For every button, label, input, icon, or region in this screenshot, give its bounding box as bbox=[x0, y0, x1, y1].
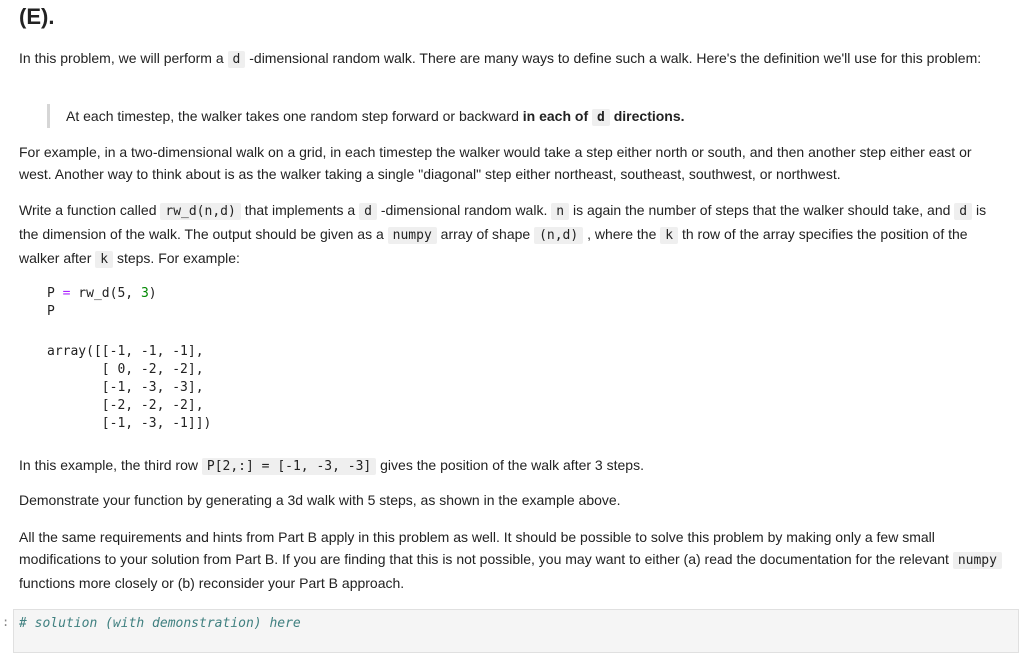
requirements-paragraph bbox=[19, 526, 1004, 594]
quote-bold-text: in each of bbox=[522, 108, 593, 124]
inline-code: (n,d) bbox=[534, 227, 583, 244]
inline-code: numpy bbox=[388, 227, 437, 244]
example-paragraph: For example, in a two-dimensional walk on a grid, in each timestep the walker would take a step either north or south, and then another step either east or west. Another way to think about is as the walker taking a single "diagonal" step either northeast, southeast, southwest, or northwest. bbox=[19, 144, 972, 182]
intro-paragraph bbox=[19, 47, 1004, 71]
code-cell-editor[interactable] bbox=[13, 609, 1019, 653]
text: Write a function called bbox=[19, 202, 161, 218]
inline-code: P[2,:] = [-1, -3, -3] bbox=[202, 458, 376, 475]
inline-code: d bbox=[954, 203, 972, 220]
inline-code: d bbox=[359, 203, 377, 220]
text: th row of the array specifies the position of the walker after bbox=[19, 226, 968, 266]
inline-code: numpy bbox=[953, 552, 1002, 569]
function-description-paragraph bbox=[19, 199, 1004, 271]
intro-text: In this problem, we will perform a bbox=[19, 50, 228, 66]
output-line: [-2, -2, -2], bbox=[47, 398, 204, 413]
text: gives the position of the walk after 3 steps. bbox=[376, 457, 644, 473]
text: All the same requirements and hints from Part B apply in this problem as well. It should be possible to solve this problem by making only a few small modifications to your solution from Part B. If you are finding that this is not possible, you may want to either (a) read the documentation for the relevant bbox=[19, 529, 953, 567]
demonstrate-paragraph: Demonstrate your function by generating a 3d walk with 5 steps, as shown in the example above. bbox=[19, 492, 621, 508]
output-line: array([[-1, -1, -1], bbox=[47, 344, 204, 359]
text: functions more closely or (b) reconsider your Part B approach. bbox=[19, 575, 405, 591]
output-line: [-1, -3, -3], bbox=[47, 380, 204, 395]
code-token: ) bbox=[148, 286, 157, 301]
output-line: [ 0, -2, -2], bbox=[47, 362, 204, 377]
inline-code: d bbox=[592, 109, 610, 126]
text: In this example, the third row bbox=[19, 457, 202, 473]
inline-code: k bbox=[660, 227, 678, 244]
text: steps. For example: bbox=[113, 250, 240, 266]
inline-code: n bbox=[551, 203, 569, 220]
text: is again the number of steps that the walker should take, and bbox=[569, 202, 955, 218]
code-cell bbox=[0, 608, 1024, 654]
third-row-paragraph bbox=[19, 454, 1004, 478]
inline-code: d bbox=[228, 51, 246, 68]
text: , where the bbox=[583, 226, 661, 242]
code-token: P bbox=[47, 304, 55, 319]
quote-text: At each timestep, the walker takes one random step forward or backward bbox=[66, 108, 523, 124]
text: array of shape bbox=[436, 226, 535, 242]
code-number: 3 bbox=[140, 286, 149, 301]
text: that implements a bbox=[240, 202, 360, 218]
intro-text: -dimensional random walk. There are many ways to define such a walk. Here's the definition we'll use for this problem: bbox=[245, 50, 982, 66]
code-token: P bbox=[47, 286, 63, 301]
inline-code: rw_d(n,d) bbox=[160, 203, 240, 220]
output-line: [-1, -3, -1]]) bbox=[47, 416, 212, 431]
code-comment: # solution (with demonstration) here bbox=[19, 616, 301, 631]
text: is the dimension of the walk. The output should be given as a bbox=[19, 202, 987, 242]
definition-blockquote bbox=[47, 104, 1006, 128]
cell-prompt: : bbox=[2, 615, 10, 629]
inline-code: k bbox=[95, 251, 113, 268]
quote-bold-text: directions. bbox=[609, 108, 685, 124]
example-code-output bbox=[47, 343, 211, 433]
example-code-input bbox=[47, 285, 157, 321]
section-heading: (E). bbox=[19, 4, 55, 29]
text: -dimensional random walk. bbox=[376, 202, 552, 218]
code-token: rw_d(5, bbox=[70, 286, 141, 301]
code-operator: = bbox=[62, 286, 71, 301]
